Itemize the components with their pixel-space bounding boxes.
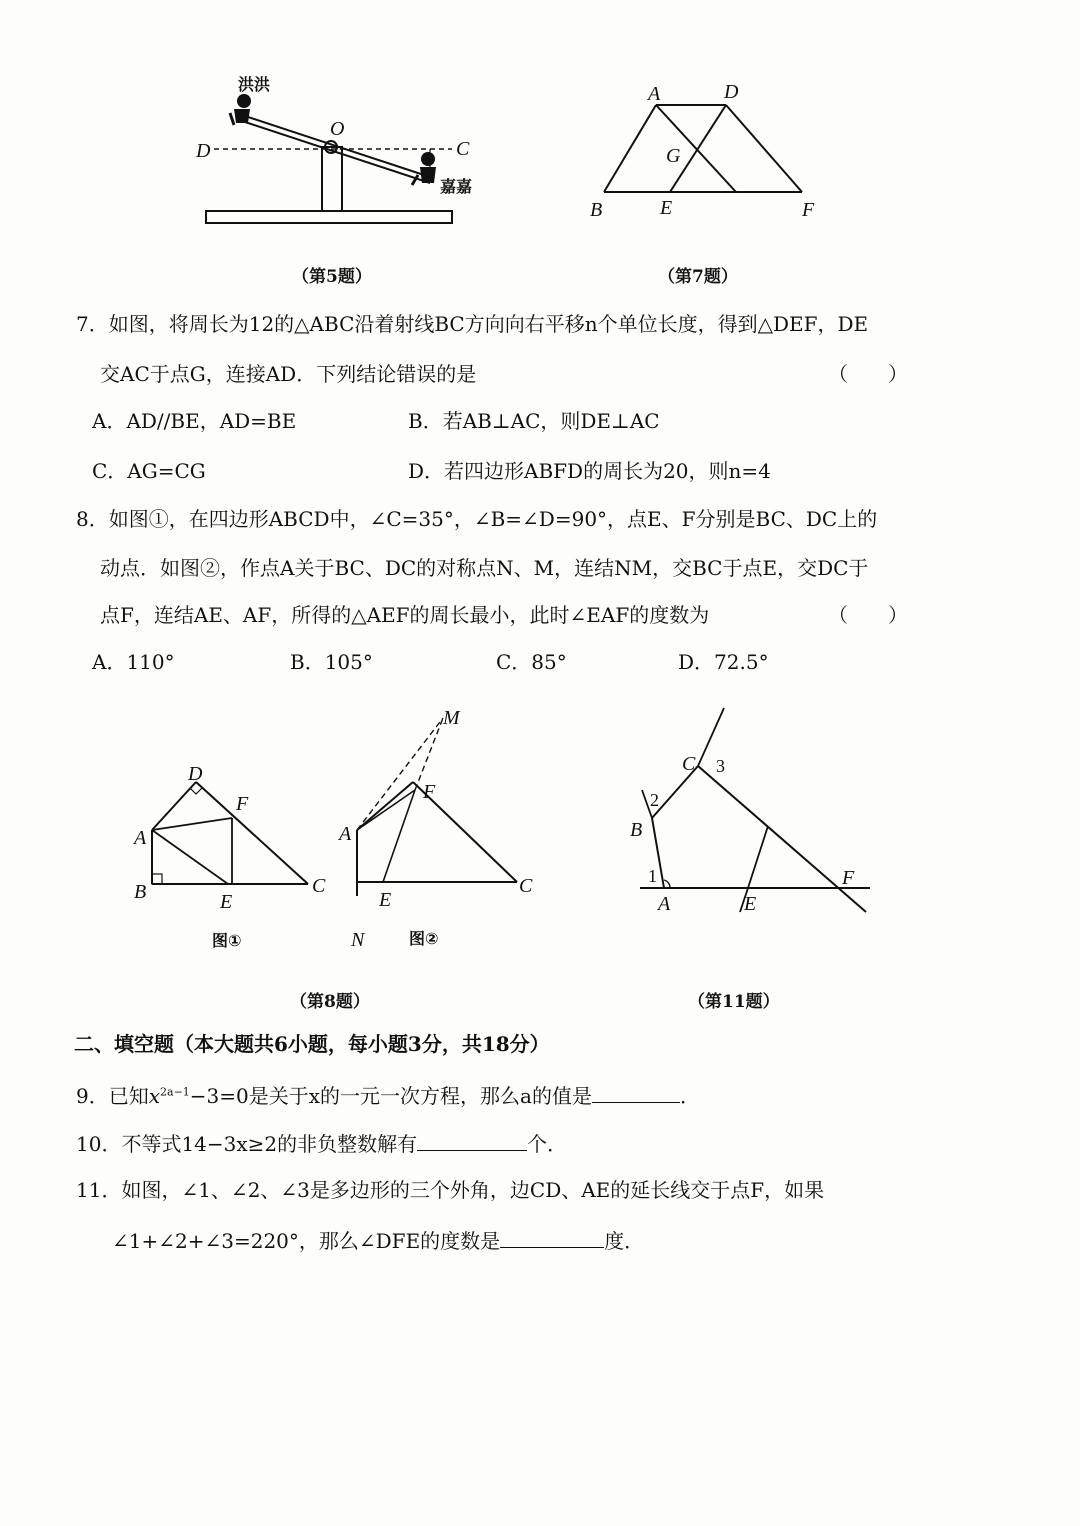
fig8a-label-C: C [312, 875, 326, 897]
fig8a-label-D: D [188, 763, 203, 785]
q9-equation: −3=0是关于x的一元一次方程，那么a的值是 [189, 1084, 592, 1108]
q8-option-d: D．72.5° [678, 650, 769, 674]
figure-8-diagram-2 [335, 700, 545, 960]
q7-option-a: A．AD//BE，AD=BE [92, 409, 297, 433]
q8-option-c: C．85° [496, 650, 567, 674]
fig5-label-O: O [330, 118, 345, 140]
q10-suffix: 个． [527, 1132, 568, 1156]
fig8a-label-E: E [220, 891, 233, 913]
q8-line2: 动点．如图②，作点A关于BC、DC的对称点N、M，连结NM，交BC于点E，交DC于 [100, 556, 869, 580]
fig11-label-A: A [658, 893, 671, 915]
fig8-caption: （第8题） [290, 992, 370, 1012]
q9-answer-blank[interactable] [592, 1084, 680, 1103]
fig7-caption: （第7题） [658, 267, 738, 287]
fig11-label-3: 3 [716, 756, 725, 776]
q7-option-d: D．若四边形ABFD的周长为20，则n=4 [408, 459, 771, 483]
fig7-label-F: F [802, 199, 815, 221]
fig7-label-G: G [666, 145, 681, 167]
q11-line1: 11．如图，∠1、∠2、∠3是多边形的三个外角，边CD、AE的延长线交于点F，如果 [76, 1178, 825, 1202]
figure-stroke [152, 782, 196, 830]
figure-stroke [152, 830, 228, 884]
q7-answer-paren: （ ） [828, 362, 908, 386]
fig5-label-C: C [456, 138, 470, 160]
figure-stroke [664, 880, 670, 888]
figure-stroke [357, 790, 415, 830]
figure-stroke [604, 105, 656, 192]
figure-11-polygon [620, 700, 890, 930]
figure-stroke [415, 718, 443, 790]
figure-stroke [698, 766, 866, 912]
q8-option-b: B．105° [290, 650, 373, 674]
fig11-label-1: 1 [648, 866, 657, 886]
fig11-label-F: F [842, 867, 855, 889]
fig5-caption: （第5题） [292, 267, 372, 287]
fig7-label-E: E [660, 197, 673, 219]
fig8-sub1: 图① [212, 931, 242, 950]
q9-suffix: ． [679, 1084, 700, 1108]
fig8-sub2: 图② [409, 929, 439, 948]
fig8b-label-C: C [519, 875, 533, 897]
figure-stroke [234, 109, 250, 123]
section-2-heading: 二、填空题（本大题共6小题，每小题3分，共18分） [74, 1032, 550, 1056]
q7-line1: 7．如图，将周长为12的△ABC沿着射线BC方向向右平移n个单位长度，得到△DEF，DE [76, 312, 869, 336]
fig7-label-B: B [590, 199, 603, 221]
figure-stroke [152, 874, 162, 884]
figure-stroke [230, 113, 234, 125]
q9-base: x [148, 1084, 161, 1108]
fig8a-label-B: B [134, 881, 147, 903]
fig11-caption: （第11题） [688, 992, 780, 1012]
fig8a-label-A: A [134, 827, 147, 849]
fig11-label-B: B [630, 819, 643, 841]
fig7-label-D: D [724, 81, 739, 103]
figure-stroke [748, 826, 768, 888]
q8-line3: 点F，连结AE、AF，所得的△AEF的周长最小，此时∠EAF的度数为 [100, 603, 710, 627]
figure-stroke [420, 167, 436, 183]
fig8b-label-M: M [443, 707, 460, 729]
figure-8-diagram-1 [130, 760, 340, 960]
q11-line2-prefix: ∠1+∠2+∠3=220°，那么∠DFE的度数是 [112, 1229, 501, 1253]
fig5-person-top-icon [230, 94, 251, 125]
q8-answer-paren: （ ） [828, 603, 908, 627]
figure-stroke [726, 105, 802, 192]
fig5-label-jiaJia: 嘉嘉 [440, 177, 473, 196]
q10-prefix: 10．不等式14−3x≥2的非负整数解有 [76, 1132, 418, 1156]
q10-answer-blank[interactable] [417, 1132, 527, 1151]
q8-line1: 8．如图①，在四边形ABCD中，∠C=35°，∠B=∠D=90°，点E、F分别是BC、DC上的 [76, 507, 878, 531]
fig5-post [322, 147, 342, 211]
fig8b-label-E: E [379, 889, 392, 911]
figure-5-seesaw [190, 65, 480, 235]
fig5-label-hongHong: 洪洪 [238, 75, 271, 94]
fig11-label-C: C [682, 753, 696, 775]
fig8b-label-N: N [351, 929, 365, 951]
q7-option-c: C．AG=CG [92, 459, 206, 483]
figure-stroke [190, 788, 202, 794]
q11-line2-suffix: 度． [604, 1229, 645, 1253]
figure-stroke [357, 782, 413, 830]
fig11-label-E: E [744, 893, 757, 915]
fig8a-label-F: F [236, 793, 249, 815]
fig5-ground [206, 211, 452, 223]
figure-stroke [196, 782, 308, 884]
q9-prefix: 9．已知 [76, 1084, 149, 1108]
figure-stroke [237, 94, 251, 108]
q11-line2 [112, 1229, 644, 1251]
fig5-person-bottom-icon [412, 152, 436, 185]
q8-option-a: A．110° [92, 650, 175, 674]
fig8b-label-A: A [339, 823, 352, 845]
figure-7-translation [580, 70, 830, 230]
q7-option-b: B．若AB⊥AC，则DE⊥AC [408, 409, 660, 433]
figure-stroke [152, 818, 232, 830]
figure-stroke [357, 718, 443, 830]
q9-exponent: 2a−1 [160, 1085, 190, 1099]
q10-line [76, 1132, 567, 1154]
figure-stroke [421, 152, 435, 166]
q11-answer-blank[interactable] [500, 1229, 604, 1248]
q9-line [76, 1084, 700, 1106]
q7-line2: 交AC于点G，连接AD．下列结论错误的是 [100, 362, 477, 386]
fig11-label-2: 2 [650, 790, 659, 810]
fig7-label-A: A [648, 83, 661, 105]
fig5-label-D: D [196, 140, 211, 162]
fig8b-label-F: F [423, 781, 436, 803]
